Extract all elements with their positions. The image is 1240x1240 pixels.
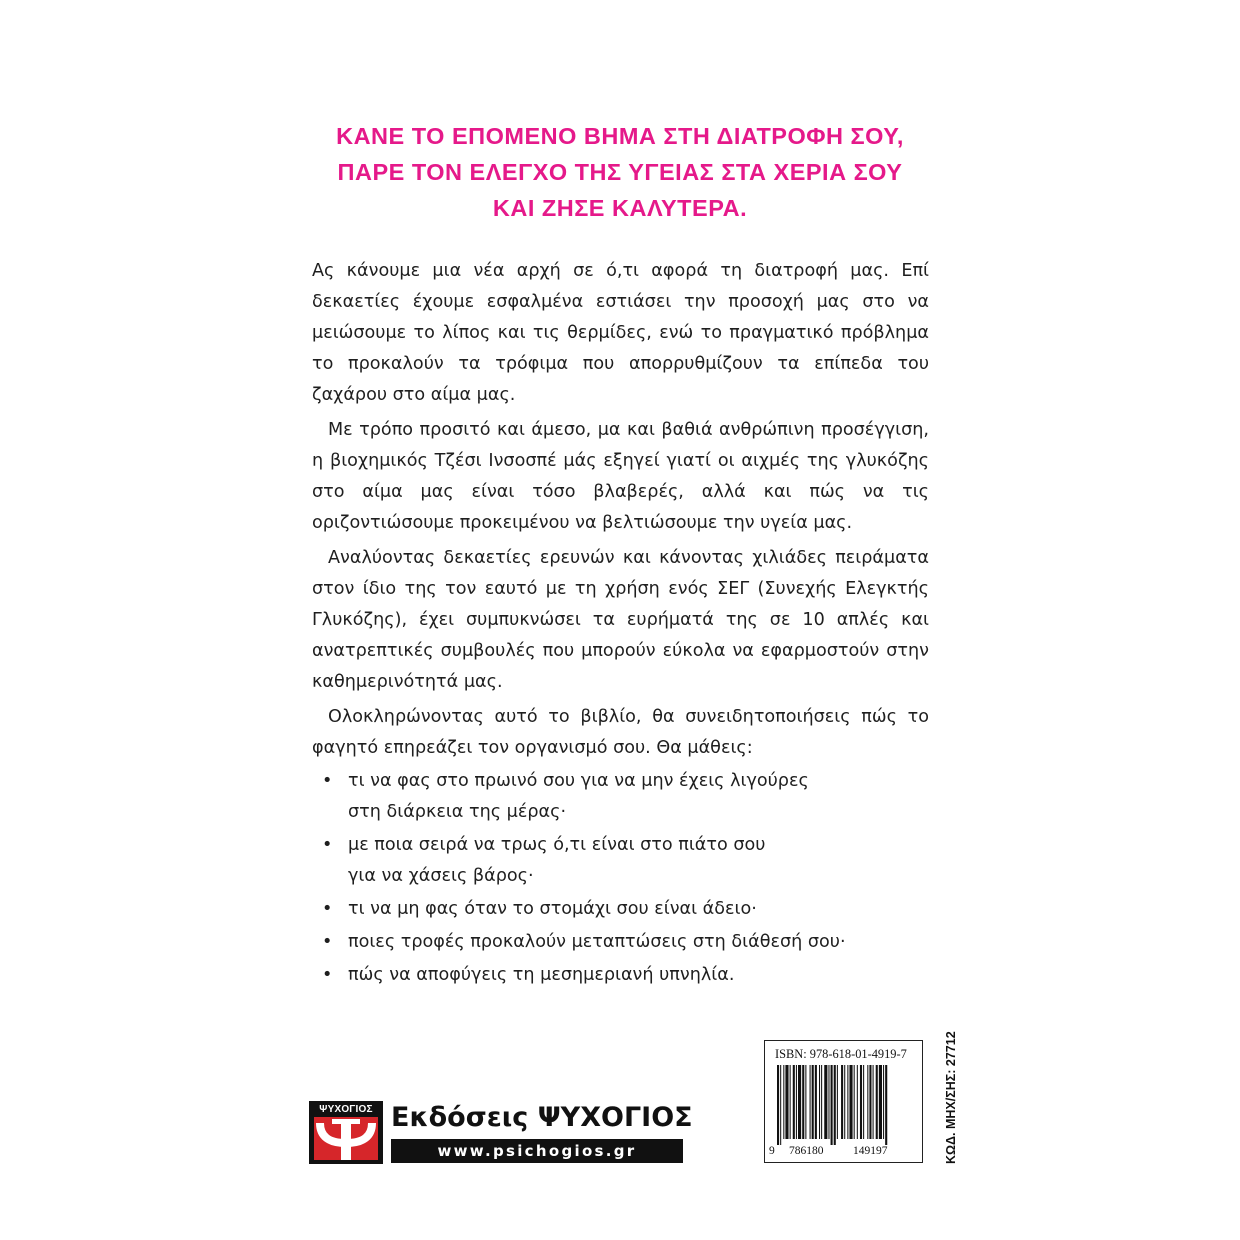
product-code: ΚΩΔ. ΜΗΧ/ΣΗΣ: 27712: [944, 1031, 958, 1164]
barcode-bar: [819, 1065, 820, 1139]
barcode-bar: [793, 1065, 795, 1139]
barcode-digits-right: 149197: [853, 1145, 888, 1157]
blurb-paragraph: Με τρόπο προσιτό και άμεσο, μα και βαθιά ανθρώπινη προσέγγιση, η βιοχημικός Τζέσι Ινσοσπέ μάς εξηγεί γιατί οι αιχμές της γλυκόζης στο αίμα μας είναι τόσο βλαβερές, αλλά και πώς να τις οριζοντιώσουμε προκειμένου να βελτιώσουμε την υγεία μας.: [312, 420, 929, 533]
barcode-bar: [790, 1065, 791, 1139]
barcode-icon: [777, 1065, 912, 1145]
blurb-paragraph: Ας κάνουμε μια νέα αρχή σε ό,τι αφορά τη διατροφή μας. Επί δεκαετίες έχουμε εσφαλμένα εστιάσει την προσοχή μας στο να μειώσουμε το λίπος και τις θερμίδες, ενώ το πραγματικό πρόβλημα το προκαλούν τα τρόφιμα που απορρυθμίζουν τα επίπεδα του ζαχάρου στο αίμα μας.: [312, 261, 929, 405]
learning-list: [312, 766, 929, 991]
barcode-bar: [837, 1065, 838, 1139]
publisher-logo-label: ΨΥΧΟΓΙΟΣ: [319, 1104, 373, 1115]
barcode-digit-lead: 9: [769, 1145, 775, 1157]
barcode-bar: [810, 1065, 811, 1139]
publisher-block: [309, 1101, 693, 1167]
barcode-bar: [824, 1065, 827, 1139]
barcode-bar: [863, 1065, 864, 1139]
bullet-icon: •: [322, 965, 333, 985]
blurb-paragraph: Ολοκληρώνοντας αυτό το βιβλίο, θα συνειδητοποιήσεις πώς το φαγητό επηρεάζει τον οργανισμό σου. Θα μάθεις:: [312, 707, 929, 758]
publisher-name: Εκδόσεις ΨΥΧΟΓΙΟΣ: [391, 1102, 693, 1133]
barcode-bar: [805, 1065, 806, 1139]
headline-line: ΚΑΙ ΖΗΣΕ ΚΑΛΥΤΕΡΑ.: [492, 195, 748, 221]
list-item-line: ποιες τροφές προκαλούν μεταπτώσεις στη διάθεσή σου·: [348, 932, 846, 952]
barcode-bar: [869, 1065, 871, 1139]
barcode-bar: [857, 1065, 858, 1139]
publisher-url: www.psichogios.gr: [391, 1139, 683, 1163]
headline-line: ΚΑΝΕ ΤΟ ΕΠΟΜΕΝΟ ΒΗΜΑ ΣΤΗ ΔΙΑΤΡΟΦΗ ΣΟΥ,: [336, 123, 904, 149]
barcode-bar: [783, 1065, 784, 1139]
list-item: [312, 927, 929, 958]
barcode-bar: [812, 1065, 814, 1139]
psi-icon: [314, 1117, 378, 1160]
barcode-bar: [796, 1065, 797, 1139]
headline-line: ΠΑΡΕ ΤΟΝ ΕΛΕΓΧΟ ΤΗΣ ΥΓΕΙΑΣ ΣΤΑ ΧΕΡΙΑ ΣΟΥ: [337, 159, 903, 185]
list-item-line: πώς να αποφύγεις τη μεσημεριανή υπνηλία.: [348, 965, 735, 985]
barcode-bar: [885, 1065, 887, 1145]
list-item: [312, 960, 929, 991]
barcode-bar: [798, 1065, 801, 1139]
barcode-bar: [802, 1065, 804, 1139]
barcode-bar: [815, 1065, 817, 1139]
list-item-line: τι να φας στο πρωινό σου για να μην έχεις λιγούρες: [348, 771, 809, 791]
barcode-bar: [867, 1065, 868, 1139]
barcode-bar: [831, 1065, 833, 1145]
barcode-bar: [780, 1065, 781, 1145]
barcode-panel: [764, 1040, 923, 1163]
barcode-bar: [785, 1065, 788, 1139]
barcode-bar: [873, 1065, 874, 1139]
barcode-bar: [841, 1065, 843, 1139]
publisher-logo: [309, 1101, 383, 1164]
list-item-line: στη διάρκεια της μέρας·: [348, 802, 567, 822]
barcode-bar: [847, 1065, 848, 1139]
list-item-line: με ποια σειρά να τρως ό,τι είναι στο πιάτο σου: [348, 835, 766, 855]
bullet-icon: •: [322, 932, 333, 952]
barcode-bar: [828, 1065, 829, 1139]
list-item: [312, 830, 929, 892]
blurb-paragraph: Αναλύοντας δεκαετίες ερευνών και κάνοντας χιλιάδες πειράματα στον ίδιο της τον εαυτό με τη χρήση ενός ΣΕΓ (Συνεχής Ελεγκτής Γλυκόζης), έχει συμπυκνώσει τα ευρήματά της σε 10 απλές και ανατρεπτικές συμβουλές που μπορούν εύκολα να εφαρμοστούν στην καθημερινότητά μας.: [312, 548, 929, 692]
barcode-bar: [821, 1065, 822, 1139]
barcode-bar: [844, 1065, 845, 1139]
list-item: [312, 894, 929, 925]
bullet-icon: •: [322, 835, 333, 855]
headline: [0, 118, 1240, 226]
bullet-icon: •: [322, 771, 333, 791]
blurb-text: [312, 256, 929, 993]
barcode-bar: [834, 1065, 836, 1145]
barcode-bar: [883, 1065, 884, 1139]
list-item-line: για να χάσεις βάρος·: [348, 866, 534, 886]
bullet-icon: •: [322, 899, 333, 919]
barcode-bar: [854, 1065, 855, 1139]
barcode-bar: [860, 1065, 862, 1139]
list-item-line: τι να μη φας όταν το στομάχι σου είναι άδειο·: [348, 899, 757, 919]
barcode-bar: [849, 1065, 852, 1139]
isbn-label: ISBN: 978-618-01-4919-7: [775, 1047, 907, 1061]
barcode-bar: [777, 1065, 779, 1145]
barcode-digits-left: 786180: [789, 1145, 824, 1157]
list-item: [312, 766, 929, 828]
barcode-bar: [876, 1065, 878, 1139]
barcode-bar: [879, 1065, 882, 1139]
